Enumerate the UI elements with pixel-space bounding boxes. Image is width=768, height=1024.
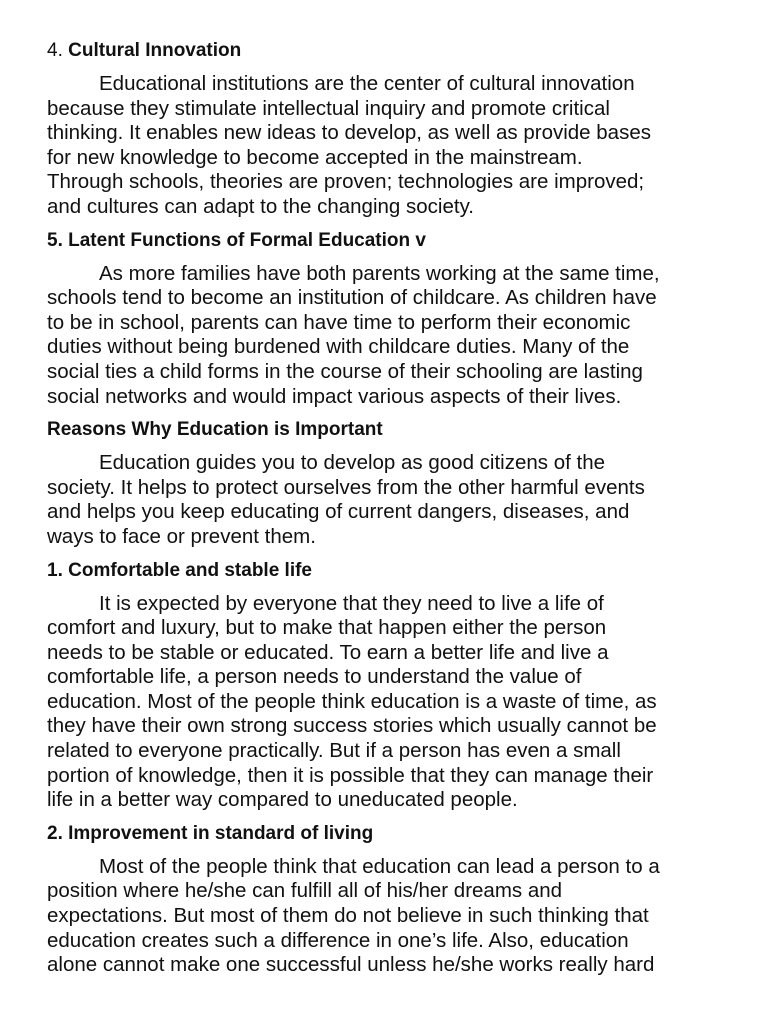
text-line: thinking. It enables new ideas to develop, as well as provide bases xyxy=(47,121,651,145)
section-title: Cultural Innovation xyxy=(68,40,242,61)
section-heading-latent-functions: 5. Latent Functions of Formal Education v xyxy=(47,229,426,251)
section-heading-standard-of-living: 2. Improvement in standard of living xyxy=(47,822,374,844)
text-line: Through schools, theories are proven; technologies are improved; xyxy=(47,170,645,194)
text-line: comfort and luxury, but to make that happen either the person xyxy=(47,616,607,640)
text-line: expectations. But most of them do not believe in such thinking that xyxy=(47,904,649,928)
text-line: needs to be stable or educated. To earn a better life and live a xyxy=(47,640,609,664)
text-line: It is expected by everyone that they need to live a life of xyxy=(99,591,604,615)
text-line: Educational institutions are the center of cultural innovation xyxy=(99,72,635,95)
text-line: As more families have both parents working at the same time, xyxy=(99,261,660,285)
text-line: life in a better way compared to uneducated people. xyxy=(47,788,518,812)
text-line: social networks and would impact various aspects of their lives. xyxy=(47,384,622,408)
section-heading-reasons: Reasons Why Education is Important xyxy=(47,419,383,441)
paragraph-standard-of-living xyxy=(47,855,737,978)
text-line: because they stimulate intellectual inquiry and promote critical xyxy=(47,96,610,120)
section-heading-comfortable-life: 1. Comfortable and stable life xyxy=(47,559,312,581)
text-line: to be in school, parents can have time to perform their economic xyxy=(47,310,631,334)
text-line: duties without being burdened with childcare duties. Many of the xyxy=(47,335,630,359)
text-line: they have their own strong success stories which usually cannot be xyxy=(47,714,657,738)
text-line: related to everyone practically. But if a person has even a small xyxy=(47,739,621,763)
text-line: comfortable life, a person needs to understand the value of xyxy=(47,665,582,689)
text-line: education creates such a difference in one’s life. Also, education xyxy=(47,928,629,952)
text-line: society. It helps to protect ourselves from the other harmful events xyxy=(47,475,645,499)
section-heading-cultural-innovation xyxy=(47,39,737,63)
section-number: 4. xyxy=(47,40,63,61)
text-line: portion of knowledge, then it is possible that they can manage their xyxy=(47,763,654,787)
text-line: social ties a child forms in the course of their schooling are lasting xyxy=(47,359,643,383)
document-page xyxy=(47,39,737,987)
paragraph-cultural-innovation xyxy=(47,72,737,220)
text-line: alone cannot make one successful unless he/she works really hard xyxy=(47,953,655,977)
text-line: education. Most of the people think education is a waste of time, as xyxy=(47,689,657,713)
text-line: Most of the people think that education can lead a person to a xyxy=(99,854,660,878)
text-line: and cultures can adapt to the changing society. xyxy=(47,194,474,218)
text-line: position where he/she can fulfill all of his/her dreams and xyxy=(47,879,563,903)
paragraph-comfortable-life xyxy=(47,592,737,813)
text-line: Education guides you to develop as good citizens of the xyxy=(99,451,606,475)
text-line: and helps you keep educating of current dangers, diseases, and xyxy=(47,500,630,524)
text-line: ways to face or prevent them. xyxy=(47,524,316,548)
text-line: for new knowledge to become accepted in the mainstream. xyxy=(47,145,583,169)
text-line: schools tend to become an institution of childcare. As children have xyxy=(47,286,657,310)
paragraph-latent-functions xyxy=(47,262,737,410)
paragraph-reasons xyxy=(47,451,737,549)
